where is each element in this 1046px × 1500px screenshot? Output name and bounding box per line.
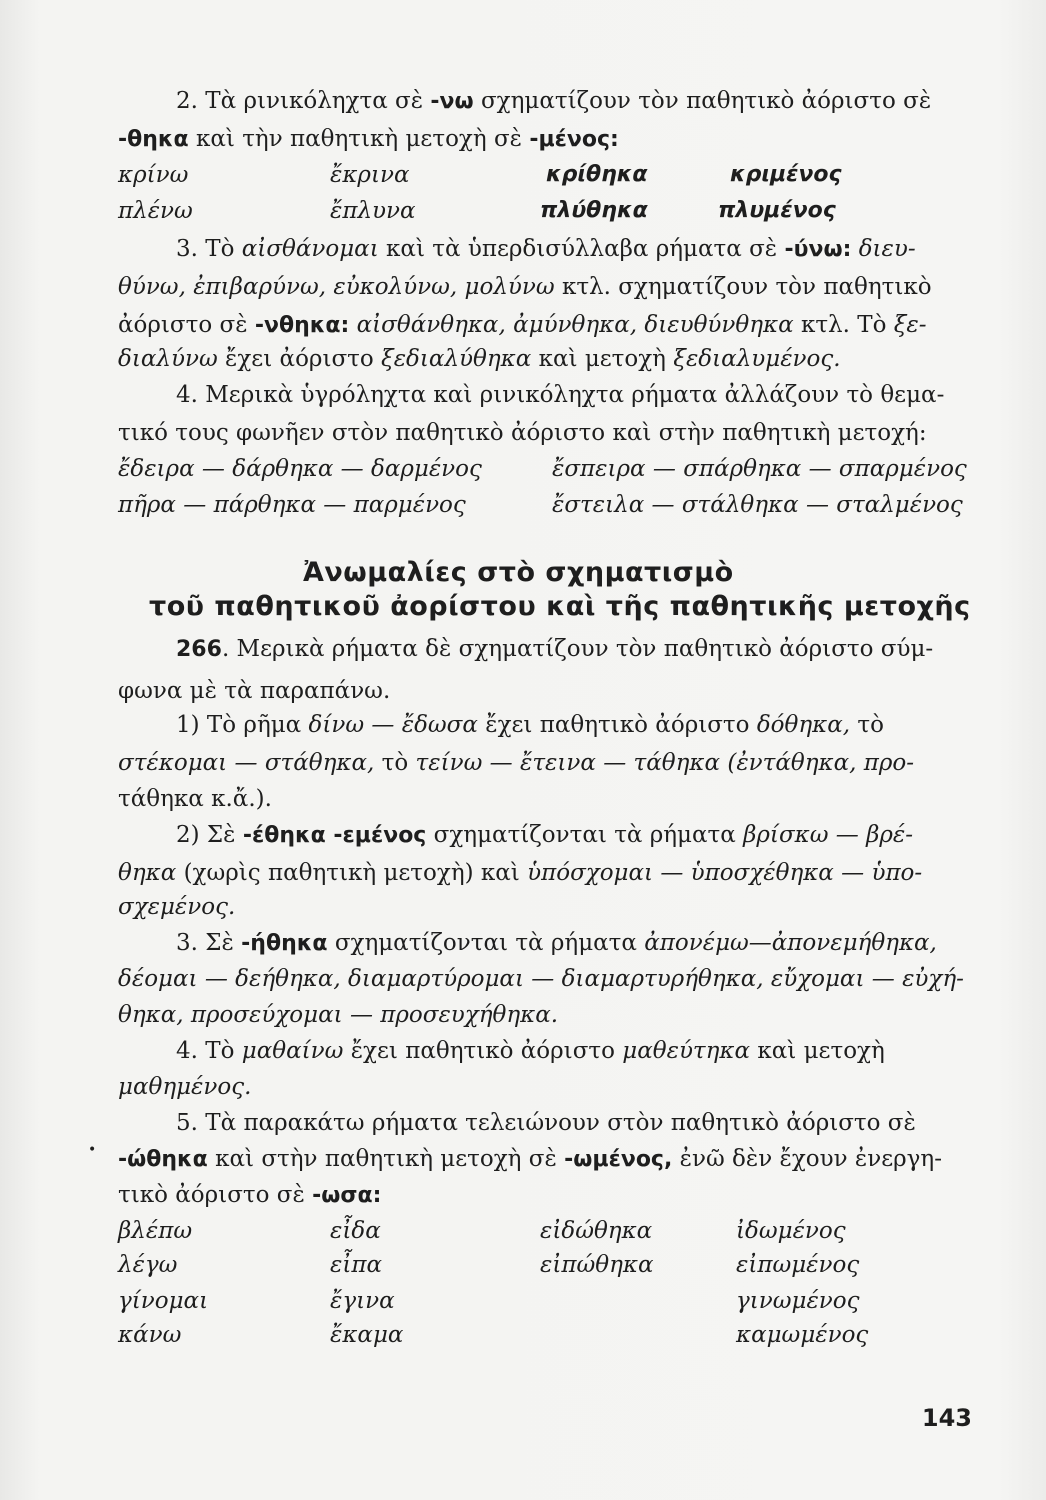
- item2-line2: θηκα (χωρὶς παθητικὴ μετοχὴ) καὶ ὑπόσχομαι — ὑποσχέθηκα — ὑπο-: [118, 860, 923, 886]
- table3-r1-c4: ἰδωμένος: [736, 1218, 846, 1244]
- table3-r3-c2: ἔγινα: [330, 1288, 395, 1314]
- table3-r1-c3: εἰδώθηκα: [540, 1218, 653, 1244]
- section-heading-line2: τοῦ παθητικοῦ ἀορίστου καὶ τῆς παθητικῆς μετοχῆς: [149, 591, 971, 622]
- table1-r2-c3: πλύθηκα: [540, 198, 648, 223]
- table3-r2-c4: εἰπωμένος: [736, 1252, 860, 1278]
- paragraph-266-line2: φωνα μὲ τὰ παραπάνω.: [118, 678, 391, 704]
- table3-r4-c2: ἔκαμα: [330, 1322, 404, 1348]
- rule2-line2: -θηκα καὶ τὴν παθητικὴ μετοχὴ σὲ -μένος:: [118, 126, 619, 152]
- table3-r2-c3: εἰπώθηκα: [540, 1252, 654, 1278]
- page-number: 143: [921, 1404, 972, 1432]
- rule3-line1: 3. Τὸ αἰσθάνομαι καὶ τὰ ὑπερδισύλλαβα ρήματα σὲ -ύνω: διευ-: [176, 236, 916, 262]
- table2-r2-left: πῆρα — πάρθηκα — παρμένος: [118, 492, 466, 518]
- item3-line1: 3. Σὲ -ήθηκα σχηματίζονται τὰ ρήματα ἀπονέμω—ἀπονεμήθηκα,: [176, 930, 937, 956]
- table1-r1-c2: ἔκρινα: [330, 162, 410, 188]
- table1-r2-c2: ἔπλυνα: [330, 198, 416, 224]
- item5-line3: τικὸ ἀόριστο σὲ -ωσα:: [118, 1182, 382, 1208]
- item3-line3: θηκα, προσεύχομαι — προσευχήθηκα.: [118, 1002, 559, 1028]
- table1-r1-c4: κριμένος: [730, 162, 842, 187]
- table2-r1-left: ἔδειρα — δάρθηκα — δαρμένος: [118, 456, 482, 482]
- rule4-line1: 4. Μερικὰ ὑγρόληχτα καὶ ρινικόληχτα ρήματα ἀλλάζουν τὸ θεμα-: [176, 382, 945, 408]
- table2-r2-right: ἔστειλα — στάλθηκα — σταλμένος: [552, 492, 963, 518]
- item2-line3: σχεμένος.: [118, 894, 236, 920]
- margin-dot: •: [88, 1142, 97, 1158]
- item1-line1: 1) Τὸ ρῆμα δίνω — ἔδωσα ἔχει παθητικὸ ἀόριστο δόθηκα, τὸ: [176, 712, 884, 738]
- table3-r1-c2: εἶδα: [330, 1218, 381, 1244]
- item1-line2: στέκομαι — στάθηκα, τὸ τείνω — ἔτεινα — τάθηκα (ἐντάθηκα, προ-: [118, 750, 915, 776]
- table1-r1-c3: κρίθηκα: [546, 162, 648, 187]
- rule2-line1: 2. Τὰ ρινικόληχτα σὲ -νω σχηματίζουν τὸν παθητικὸ ἀόριστο σὲ: [176, 88, 932, 114]
- item5-line1: 5. Τὰ παρακάτω ρήματα τελειώνουν στὸν παθητικὸ ἀόριστο σὲ: [176, 1110, 916, 1136]
- table3-r4-c1: κάνω: [118, 1322, 182, 1348]
- item3-line2: δέομαι — δεήθηκα, διαμαρτύρομαι — διαμαρτυρήθηκα, εὔχομαι — εὐχή-: [118, 966, 964, 992]
- section-heading-line1: Ἀνωμαλίες στὸ σχηματισμὸ: [303, 557, 734, 588]
- item1-line3: τάθηκα κ.ἄ.).: [118, 786, 272, 812]
- rule4-line2: τικό τους φωνῆεν στὸν παθητικὸ ἀόριστο καὶ στὴν παθητικὴ μετοχή:: [118, 420, 927, 446]
- table3-r2-c1: λέγω: [118, 1252, 178, 1278]
- table3-r3-c4: γινωμένος: [736, 1288, 860, 1314]
- item2-line1: 2) Σὲ -έθηκα -εμένος σχηματίζονται τὰ ρήματα βρίσκω — βρέ-: [176, 822, 914, 848]
- item5-line2: -ώθηκα καὶ στὴν παθητικὴ μετοχὴ σὲ -ωμένος, ἐνῶ δὲν ἔχουν ἐνεργη-: [118, 1146, 942, 1172]
- table1-r1-c1: κρίνω: [118, 162, 189, 188]
- table3-r3-c1: γίνομαι: [118, 1288, 209, 1314]
- table1-r2-c4: πλυμένος: [718, 198, 836, 223]
- table3-r2-c2: εἶπα: [330, 1252, 383, 1278]
- rule3-line2: θύνω, ἐπιβαρύνω, εὐκολύνω, μολύνω κτλ. σχηματίζουν τὸν παθητικὸ: [118, 274, 932, 300]
- item4-line2: μαθημένος.: [118, 1074, 252, 1100]
- table2-r1-right: ἔσπειρα — σπάρθηκα — σπαρμένος: [552, 456, 967, 482]
- table1-r2-c1: πλένω: [118, 198, 193, 224]
- table3-r4-c4: καμωμένος: [736, 1322, 869, 1348]
- item4-line1: 4. Τὸ μαθαίνω ἔχει παθητικὸ ἀόριστο μαθεύτηκα καὶ μετοχὴ: [176, 1038, 885, 1064]
- paragraph-266-line1: 266. Μερικὰ ρήματα δὲ σχηματίζουν τὸν παθητικὸ ἀόριστο σύμ-: [176, 636, 934, 662]
- table3-r1-c1: βλέπω: [118, 1218, 193, 1244]
- rule3-line4: διαλύνω ἔχει ἀόριστο ξεδιαλύθηκα καὶ μετοχὴ ξεδιαλυμένος.: [118, 346, 841, 372]
- rule3-line3: ἀόριστο σὲ -νθηκα: αἰσθάνθηκα, ἀμύνθηκα, διευθύνθηκα κτλ. Τὸ ξε-: [118, 312, 927, 338]
